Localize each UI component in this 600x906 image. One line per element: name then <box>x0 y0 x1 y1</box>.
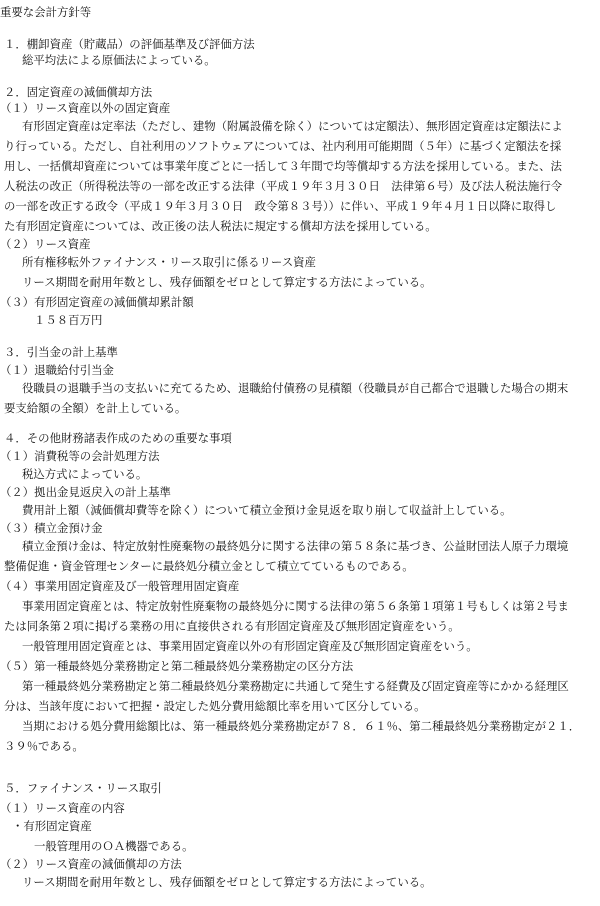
section-5-item-1-heading: （１）リース資産の内容 <box>0 801 125 815</box>
section-3-item-1-line-2: 要支給額の全額）を計上している。 <box>4 401 187 415</box>
section-5-item-2-heading: （２）リース資産の減価償却の方法 <box>0 857 182 871</box>
section-2-heading: ２．固定資産の減価償却方法 <box>4 85 153 99</box>
section-2-item-1-line-6: た有形固定資産については、改正後の法人税法に規定する償却方法を採用している。 <box>4 219 437 233</box>
section-2-item-2-line-2: リース期間を耐用年数とし、残存価額をゼロとして算定する方法によっている。 <box>22 275 432 289</box>
section-4-item-2-heading: （２）拠出金見返戻入の計上基準 <box>0 485 171 499</box>
section-4-item-5-heading: （５）第一種最終処分業務勘定と第二種最終処分業務勘定の区分方法 <box>0 659 354 673</box>
section-2-item-1-heading: （１）リース資産以外の固定資産 <box>0 101 171 115</box>
section-1-body: 総平均法による原価法によっている。 <box>22 53 216 67</box>
heading-main: 重要な会計方針等 <box>0 5 92 19</box>
section-4-heading: ４．その他財務諸表作成のための重要な事項 <box>4 431 232 445</box>
section-4-item-4-line-1: 事業用固定資産とは、特定放射性廃棄物の最終処分に関する法律の第５６条第１項第１号もしくは第２号ま <box>22 599 569 613</box>
section-2-item-3-value: １５８百万円 <box>34 313 103 327</box>
section-5-item-1-body: 一般管理用のＯＡ機器である。 <box>34 839 194 853</box>
section-4-item-1-heading: （１）消費税等の会計処理方法 <box>0 449 160 463</box>
section-3-item-1-heading: （１）退職給付引当金 <box>0 363 114 377</box>
section-4-item-2-body: 費用計上額（減価償却費等を除く）について積立金預け金見返を取り崩して収益計上している。 <box>22 503 512 517</box>
section-4-item-1-body: 税込方式によっている。 <box>22 467 148 481</box>
section-4-item-5-line-2: 分は、当該年度において把握・設定した処分費用総額比率を用いて区分している。 <box>4 699 426 713</box>
section-1-heading: １．棚卸資産（貯蔵品）の評価基準及び評価方法 <box>4 37 255 51</box>
section-2-item-1-line-2: り行っている。ただし、自社利用のソフトウェアについては、社内利用可能期間（５年）に基づく定額法を採 <box>4 139 562 153</box>
section-5-heading: ５．ファイナンス・リース取引 <box>4 781 162 795</box>
section-4-item-3-line-2: 整備促進・資金管理センターに最終処分積立金として積立てているものである。 <box>4 559 414 573</box>
section-4-item-5-line-4: ３９％である。 <box>4 739 84 753</box>
section-5-item-2-body: リース期間を耐用年数とし、残存価額をゼロとして算定する方法によっている。 <box>22 875 432 889</box>
section-4-item-5-line-1: 第一種最終処分業務勘定と第二種最終処分業務勘定に共通して発生する経費及び固定資産等にかかる経理区 <box>22 679 569 693</box>
section-5-item-1-sub: ・有形固定資産 <box>12 819 92 833</box>
section-3-heading: ３．引当金の計上基準 <box>4 345 118 359</box>
section-2-item-2-heading: （２）リース資産 <box>0 237 91 251</box>
section-2-item-2-line-1: 所有権移転外ファイナンス・リース取引に係るリース資産 <box>22 255 316 269</box>
section-2-item-1-line-4: 人税法の改正（所得税法等の一部を改正する法律（平成１９年３月３０日 法律第６号）及び法人税法施行令 <box>4 179 563 193</box>
section-4-item-5-line-3: 当期における処分費用総額比は、第一種最終処分業務勘定が７８．６１％、第二種最終処分業務勘定が２１． <box>22 719 581 733</box>
section-2-item-1-line-3: 用し、一括償却資産については事業年度ごとに一括して３年間で均等償却する方法を採用している。また、法 <box>4 159 562 173</box>
section-2-item-1-line-5: の一部を改正する政令（平成１９年３月３０日 政令第８３号））に伴い、平成１９年４月１日以降に取得し <box>4 199 557 213</box>
section-4-item-4-line-3: 一般管理用固定資産とは、事業用固定資産以外の有形固定資産及び無形固定資産をいう。 <box>22 639 478 653</box>
section-4-item-3-heading: （３）積立金預け金 <box>0 521 103 535</box>
section-3-item-1-line-1: 役職員の退職手当の支払いに充てるため、退職給付債務の見積額（役職員が自己都合で退職した場合の期末 <box>22 381 569 395</box>
section-4-item-4-heading: （４）事業用固定資産及び一般管理用固定資産 <box>0 579 240 593</box>
section-4-item-3-line-1: 積立金預け金は、特定放射性廃棄物の最終処分に関する法律の第５８条に基づき、公益財団法人原子力環境 <box>22 539 569 553</box>
section-4-item-4-line-2: たは同条第２項に掲げる業務の用に直接供される有形固定資産及び無形固定資産をいう。 <box>4 619 460 633</box>
section-2-item-1-line-1: 有形固定資産は定率法（ただし、建物（附属設備を除く）については定額法）、無形固定資産は定額法によ <box>22 119 563 133</box>
section-2-item-3-heading: （３）有形固定資産の減価償却累計額 <box>0 295 194 309</box>
